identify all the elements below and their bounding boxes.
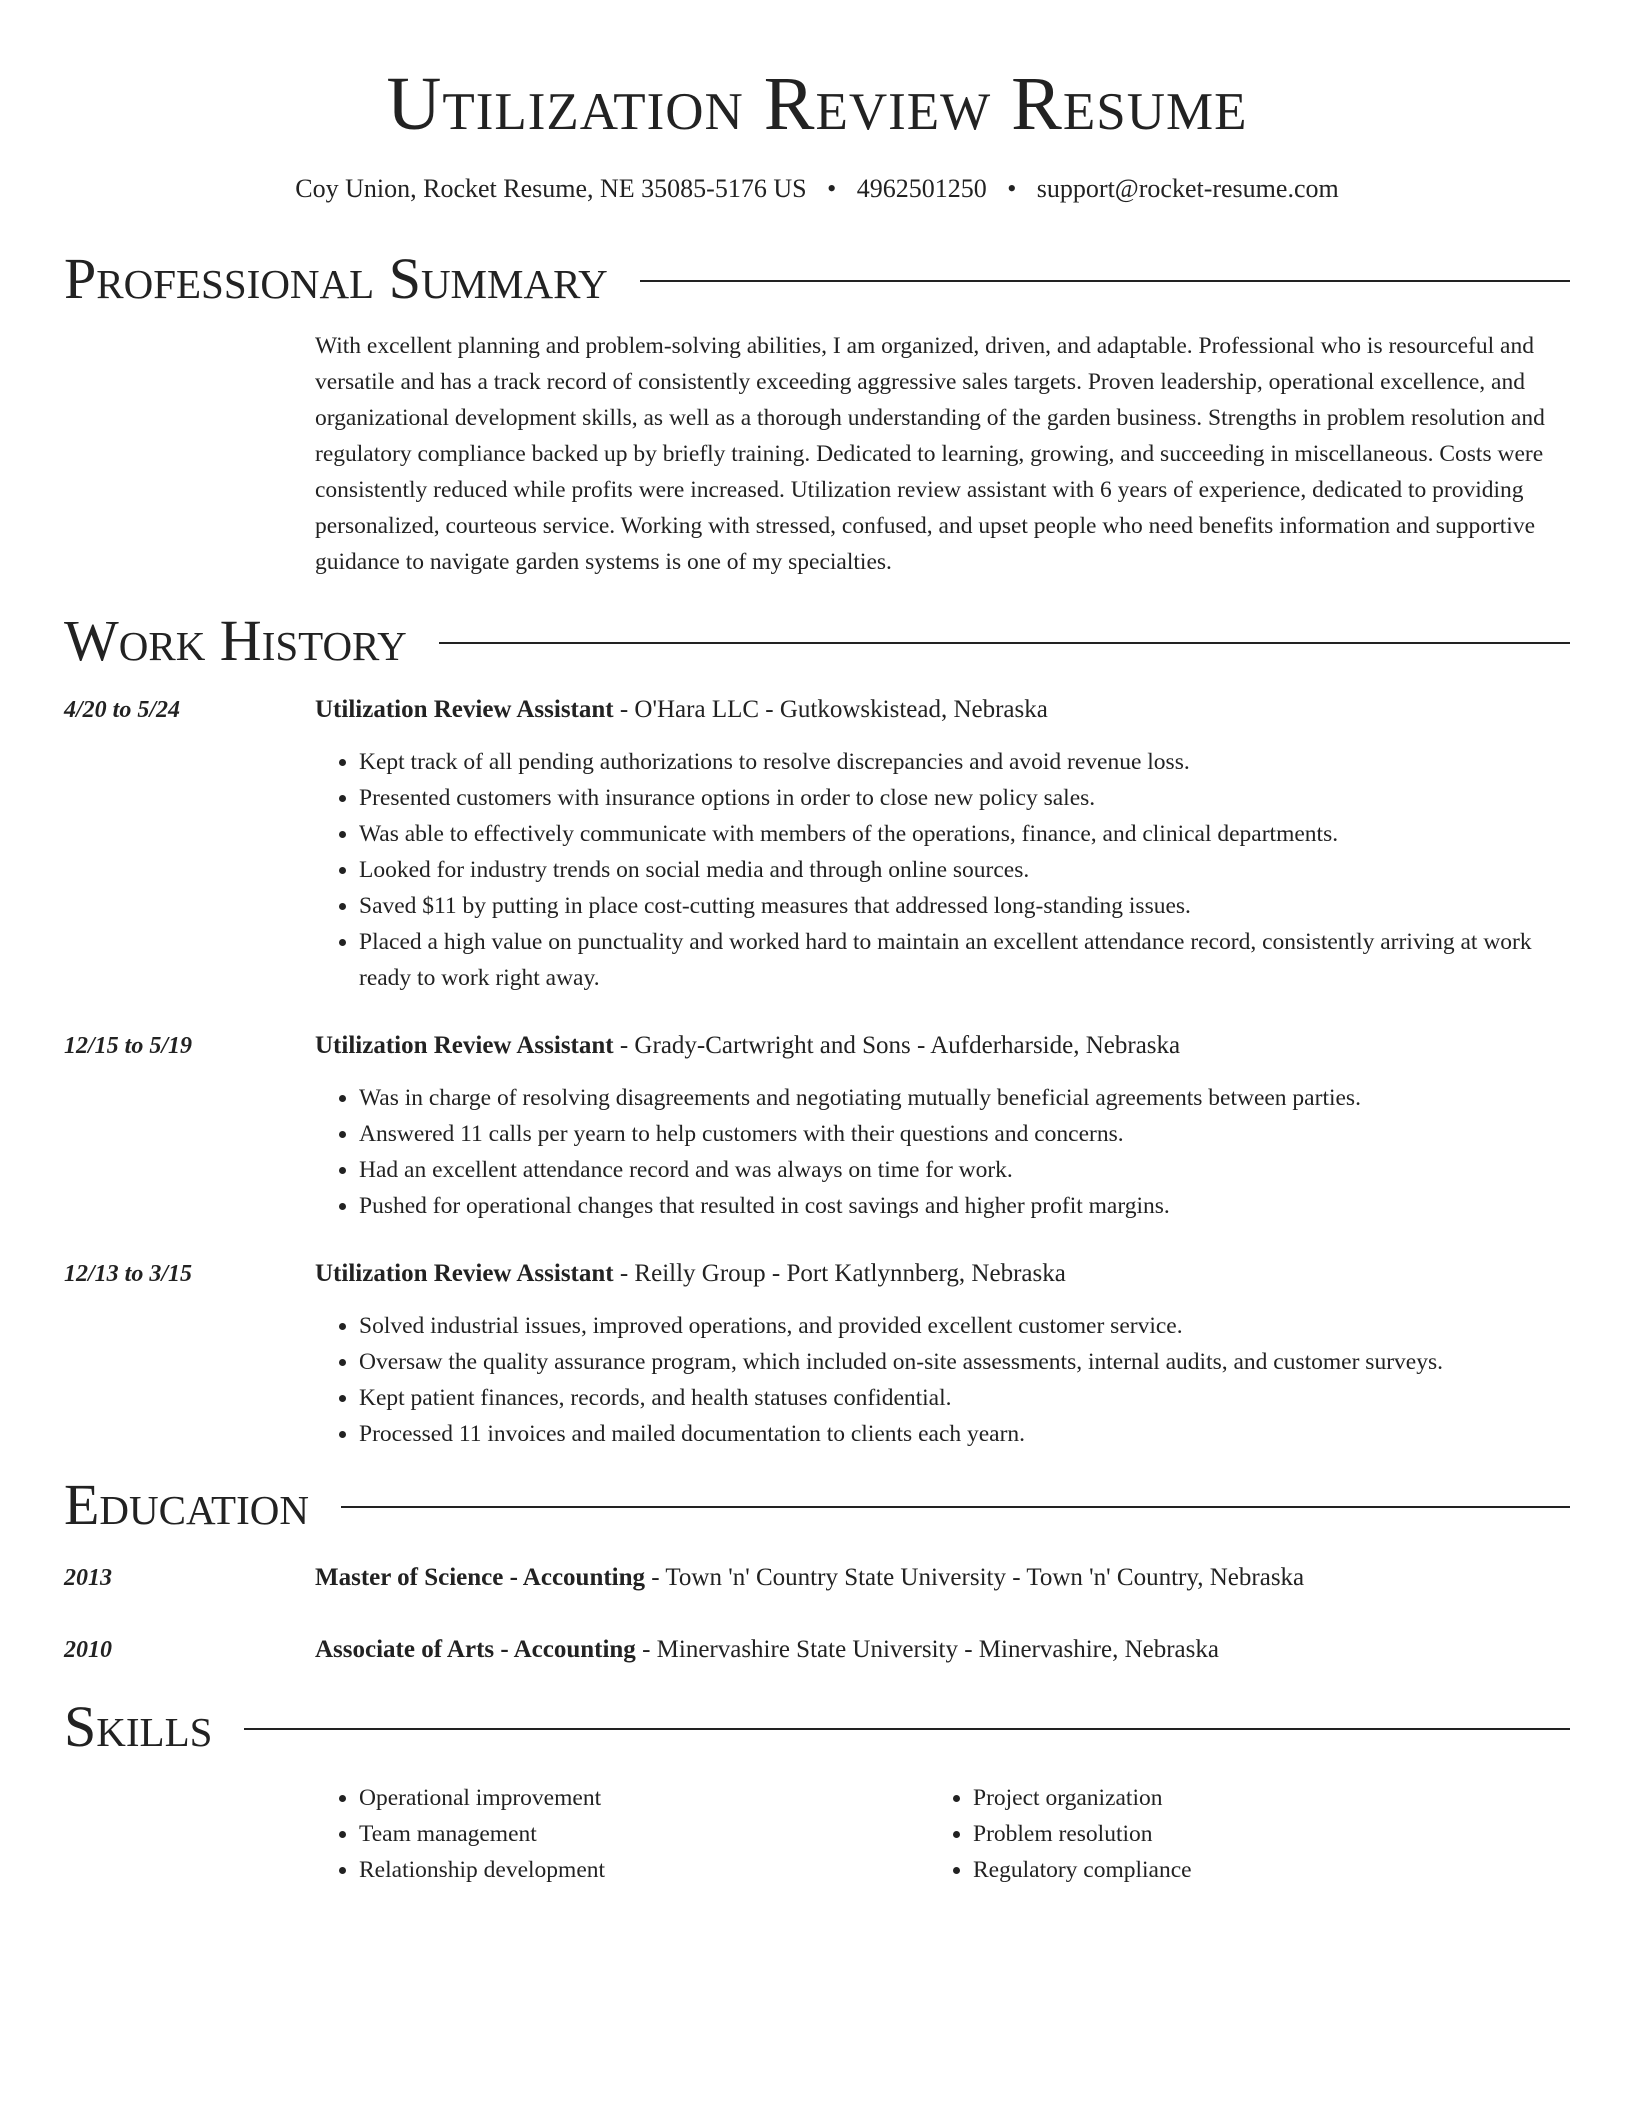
contact-address: Coy Union, Rocket Resume, NE 35085-5176 US xyxy=(295,174,807,203)
job-bullet: • Processed 11 invoices and mailed documentation to clients each yearn. xyxy=(359,1416,1570,1452)
work-history-section-header xyxy=(64,608,1570,674)
skill-item: • Operational improvement xyxy=(359,1780,929,1816)
job-bullets xyxy=(315,1080,1570,1224)
job-bullet: • Was in charge of resolving disagreements and negotiating mutually beneficial agreements between parties. xyxy=(359,1080,1570,1116)
job-details: - Reilly Group - Port Katlynnberg, Nebraska xyxy=(613,1260,1066,1287)
education-heading: Education xyxy=(64,1472,309,1537)
section-divider xyxy=(341,1506,1570,1508)
job-details: - O'Hara LLC - Gutkowskistead, Nebraska xyxy=(613,696,1048,723)
job-bullet: • Had an excellent attendance record and was always on time for work. xyxy=(359,1152,1570,1188)
job-entry xyxy=(64,692,1570,996)
job-heading xyxy=(315,1256,1570,1292)
work-history-heading: Work History xyxy=(64,608,407,673)
contact-separator: • xyxy=(1007,174,1017,203)
job-body xyxy=(315,1256,1570,1452)
job-bullet: • Solved industrial issues, improved operations, and provided excellent customer service. xyxy=(359,1308,1570,1344)
job-title: Utilization Review Assistant xyxy=(315,1260,614,1287)
job-dates: 4/20 to 5/24 xyxy=(64,697,181,723)
job-heading xyxy=(315,1028,1570,1064)
skills-section-header xyxy=(64,1694,1570,1760)
skills-list xyxy=(315,1780,1570,1888)
degree: Associate of Arts - Accounting xyxy=(315,1636,636,1663)
education-section-header xyxy=(64,1472,1570,1538)
job-entry xyxy=(64,1256,1570,1452)
contact-email: support@rocket-resume.com xyxy=(1036,174,1339,203)
section-divider xyxy=(640,280,1570,282)
job-dates: 12/15 to 5/19 xyxy=(64,1033,193,1059)
education-heading-line xyxy=(315,1632,1570,1668)
job-bullet: • Placed a high value on punctuality and worked hard to maintain an excellent attendance record, consistently arriving at work ready to work right away. xyxy=(359,924,1570,996)
summary-text: With excellent planning and problem-solving abilities, I am organized, driven, and adaptable. Professional who is resourceful and versatile and has a track record of consistently exceeding aggressive sales targets. Proven leadership, operational excellence, and organizational development skills, as well as a thorough understanding of the garden business. Strengths in problem resolution and regulatory compliance backed up by briefly training. Dedicated to learning, growing, and succeeding in miscellaneous. Costs were consistently reduced while profits were increased. Utilization review assistant with 6 years of experience, dedicated to providing personalized, courteous service. Working with stressed, confused, and upset people who need benefits information and supportive guidance to navigate garden systems is one of my specialties. xyxy=(315,333,1545,575)
job-bullet: • Answered 11 calls per yearn to help customers with their questions and concerns. xyxy=(359,1116,1570,1152)
summary-section-header xyxy=(64,246,1570,312)
job-bullets xyxy=(315,744,1570,996)
education-entry xyxy=(64,1560,1570,1596)
job-bullet: • Looked for industry trends on social media and through online sources. xyxy=(359,852,1570,888)
skills-heading: Skills xyxy=(64,1694,213,1759)
education-heading-line xyxy=(315,1560,1570,1596)
job-title: Utilization Review Assistant xyxy=(315,696,614,723)
education-year: 2010 xyxy=(64,1637,112,1663)
job-bullet: • Presented customers with insurance options in order to close new policy sales. xyxy=(359,780,1570,816)
job-bullet: • Saved $11 by putting in place cost-cutting measures that addressed long-standing issues. xyxy=(359,888,1570,924)
skill-item: • Project organization xyxy=(973,1780,1192,1816)
job-bullet: • Kept track of all pending authorizations to resolve discrepancies and avoid revenue loss. xyxy=(359,744,1570,780)
job-body xyxy=(315,692,1570,996)
job-bullet: • Kept patient finances, records, and health statuses confidential. xyxy=(359,1380,1570,1416)
education-year: 2013 xyxy=(64,1565,112,1591)
job-details: - Grady-Cartwright and Sons - Aufderharside, Nebraska xyxy=(613,1032,1181,1059)
skills-column-left xyxy=(315,1780,929,1888)
job-body xyxy=(315,1028,1570,1224)
contact-separator: • xyxy=(827,174,837,203)
degree: Master of Science - Accounting xyxy=(315,1564,646,1591)
job-bullets xyxy=(315,1308,1570,1452)
summary-heading: Professional Summary xyxy=(64,246,608,311)
skills-column-right xyxy=(929,1780,1192,1888)
contact-line xyxy=(64,172,1570,206)
section-divider xyxy=(439,642,1570,644)
job-bullet: • Pushed for operational changes that resulted in cost savings and higher profit margins. xyxy=(359,1188,1570,1224)
skill-item: • Problem resolution xyxy=(973,1816,1192,1852)
job-bullet: • Was able to effectively communicate with members of the operations, finance, and clinical departments. xyxy=(359,816,1570,852)
job-dates: 12/13 to 3/15 xyxy=(64,1261,193,1287)
resume-title: Utilization Review Resume xyxy=(386,62,1248,146)
education-details: - Town 'n' Country State University - Town 'n' Country, Nebraska xyxy=(645,1564,1305,1591)
job-title: Utilization Review Assistant xyxy=(315,1032,614,1059)
skill-item: • Team management xyxy=(359,1816,929,1852)
skill-item: • Regulatory compliance xyxy=(973,1852,1192,1888)
section-divider xyxy=(244,1728,1570,1730)
education-details: - Minervashire State University - Minervashire, Nebraska xyxy=(635,1636,1219,1663)
contact-phone: 4962501250 xyxy=(856,174,987,203)
job-heading xyxy=(315,692,1570,728)
education-entry xyxy=(64,1632,1570,1668)
job-entry xyxy=(64,1028,1570,1224)
skill-item: • Relationship development xyxy=(359,1852,929,1888)
job-bullet: • Oversaw the quality assurance program, which included on-site assessments, internal audits, and customer surveys. xyxy=(359,1344,1570,1380)
